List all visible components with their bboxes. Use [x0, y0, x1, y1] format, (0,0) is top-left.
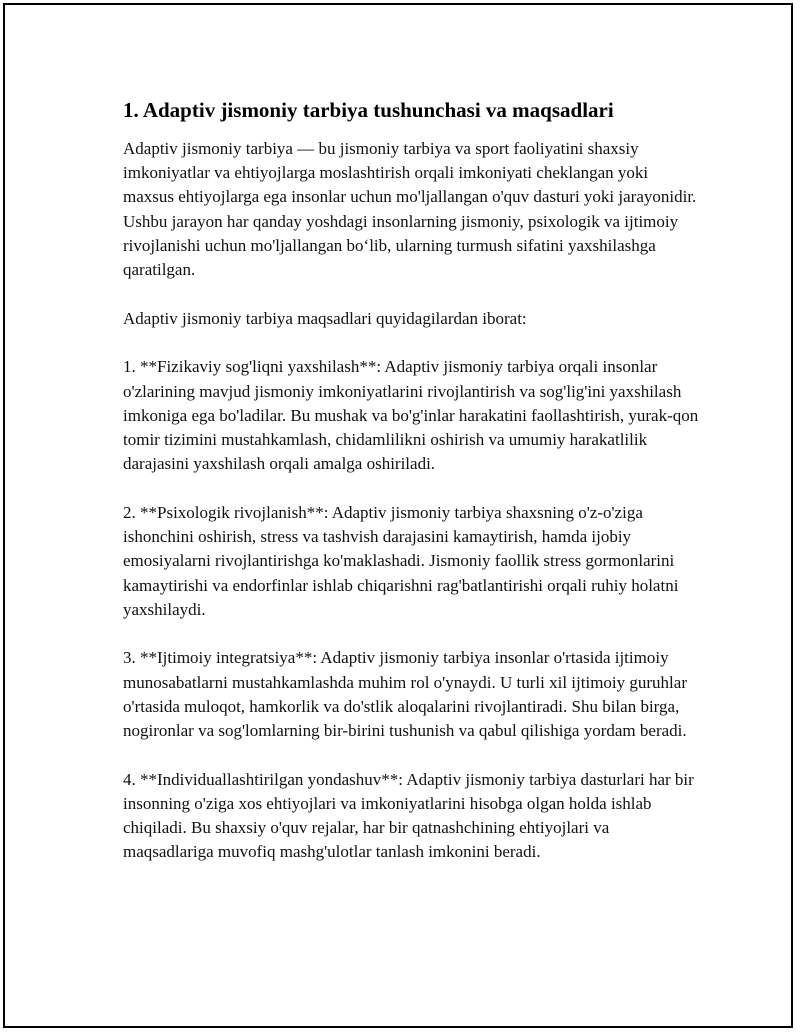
- page-frame: [3, 3, 793, 1028]
- paragraph-goal-2: 2. **Psixologik rivojlanish**: Adaptiv jismoniy tarbiya shaxsning o'z-o'ziga ishonchini oshirish, stress va tashvish darajasini kamaytirish, hamda ijobiy emosiyalarni rivojlantirishga ko'maklashadi. Jismoniy faollik stress gormonlarini kamaytirishi va endorfinlar ishlab chiqarishni rag'batlantirishi orqali ruhiy holatni yaxshilaydi.: [123, 502, 679, 619]
- paragraph-goal-3: 3. **Ijtimoiy integratsiya**: Adaptiv jismoniy tarbiya insonlar o'rtasida ijtimoiy munosabatlarni mustahkamlashda muhim rol o'ynaydi. U turli xil ijtimoiy guruhlar o'rtasida muloqot, hamkorlik va do'stlik aloqalarini rivojlantiradi. Shu bilan birga, nogironlar va sog'lomlarning bir-birini tushunish va qabul qilishiga yordam beradi.: [123, 648, 687, 741]
- paragraph-definition: Adaptiv jismoniy tarbiya — bu jismoniy tarbiya va sport faoliyatini shaxsiy imkoniyatlar va ehtiyojlarga moslashtirish orqali imkoniyati cheklangan yoki maxsus ehtiyojlarga ega insonlar uchun mo'ljallangan o'quv dasturi yoki jarayonidir. Ushbu jarayon har qanday yoshdagi insonlarning jismoniy, psixologik va ijtimoiy rivojlanishi uchun mo'ljallangan bo‘lib, ularning turmush sifatini yaxshilashga qaratilgan.: [123, 139, 697, 280]
- paragraph-goals-intro: Adaptiv jismoniy tarbiya maqsadlari quyidagilardan iborat:: [123, 308, 527, 328]
- paragraph-goal-1: 1. **Fizikaviy sog'liqni yaxshilash**: Adaptiv jismoniy tarbiya orqali insonlar o'zlarining mavjud jismoniy imkoniyatlarini rivojlantirish va sog'lig'ini yaxshilash imkoniga ega bo'ladilar. Bu mushak va bo'g'inlar harakatini faollashtirish, yurak-qon tomir tizimini mustahkamlash, chidamlilikni oshirish va umumiy harakatlilik darajasini yaxshilash orqali amalga oshiriladi.: [123, 357, 699, 474]
- page-title: 1. Adaptiv jismoniy tarbiya tushunchasi va maqsadlari: [123, 98, 614, 122]
- document-body: [123, 93, 703, 865]
- paragraph-goal-4: 4. **Individuallashtirilgan yondashuv**: Adaptiv jismoniy tarbiya dasturlari har bir insonning o'ziga xos ehtiyojlari va imkoniyatlarini hisobga olgan holda ishlab chiqiladi. Bu shaxsiy o'quv rejalar, har bir qatnashchining ehtiyojlari va maqsadlariga muvofiq mashg'ulotlar tanlash imkonini beradi.: [123, 769, 694, 862]
